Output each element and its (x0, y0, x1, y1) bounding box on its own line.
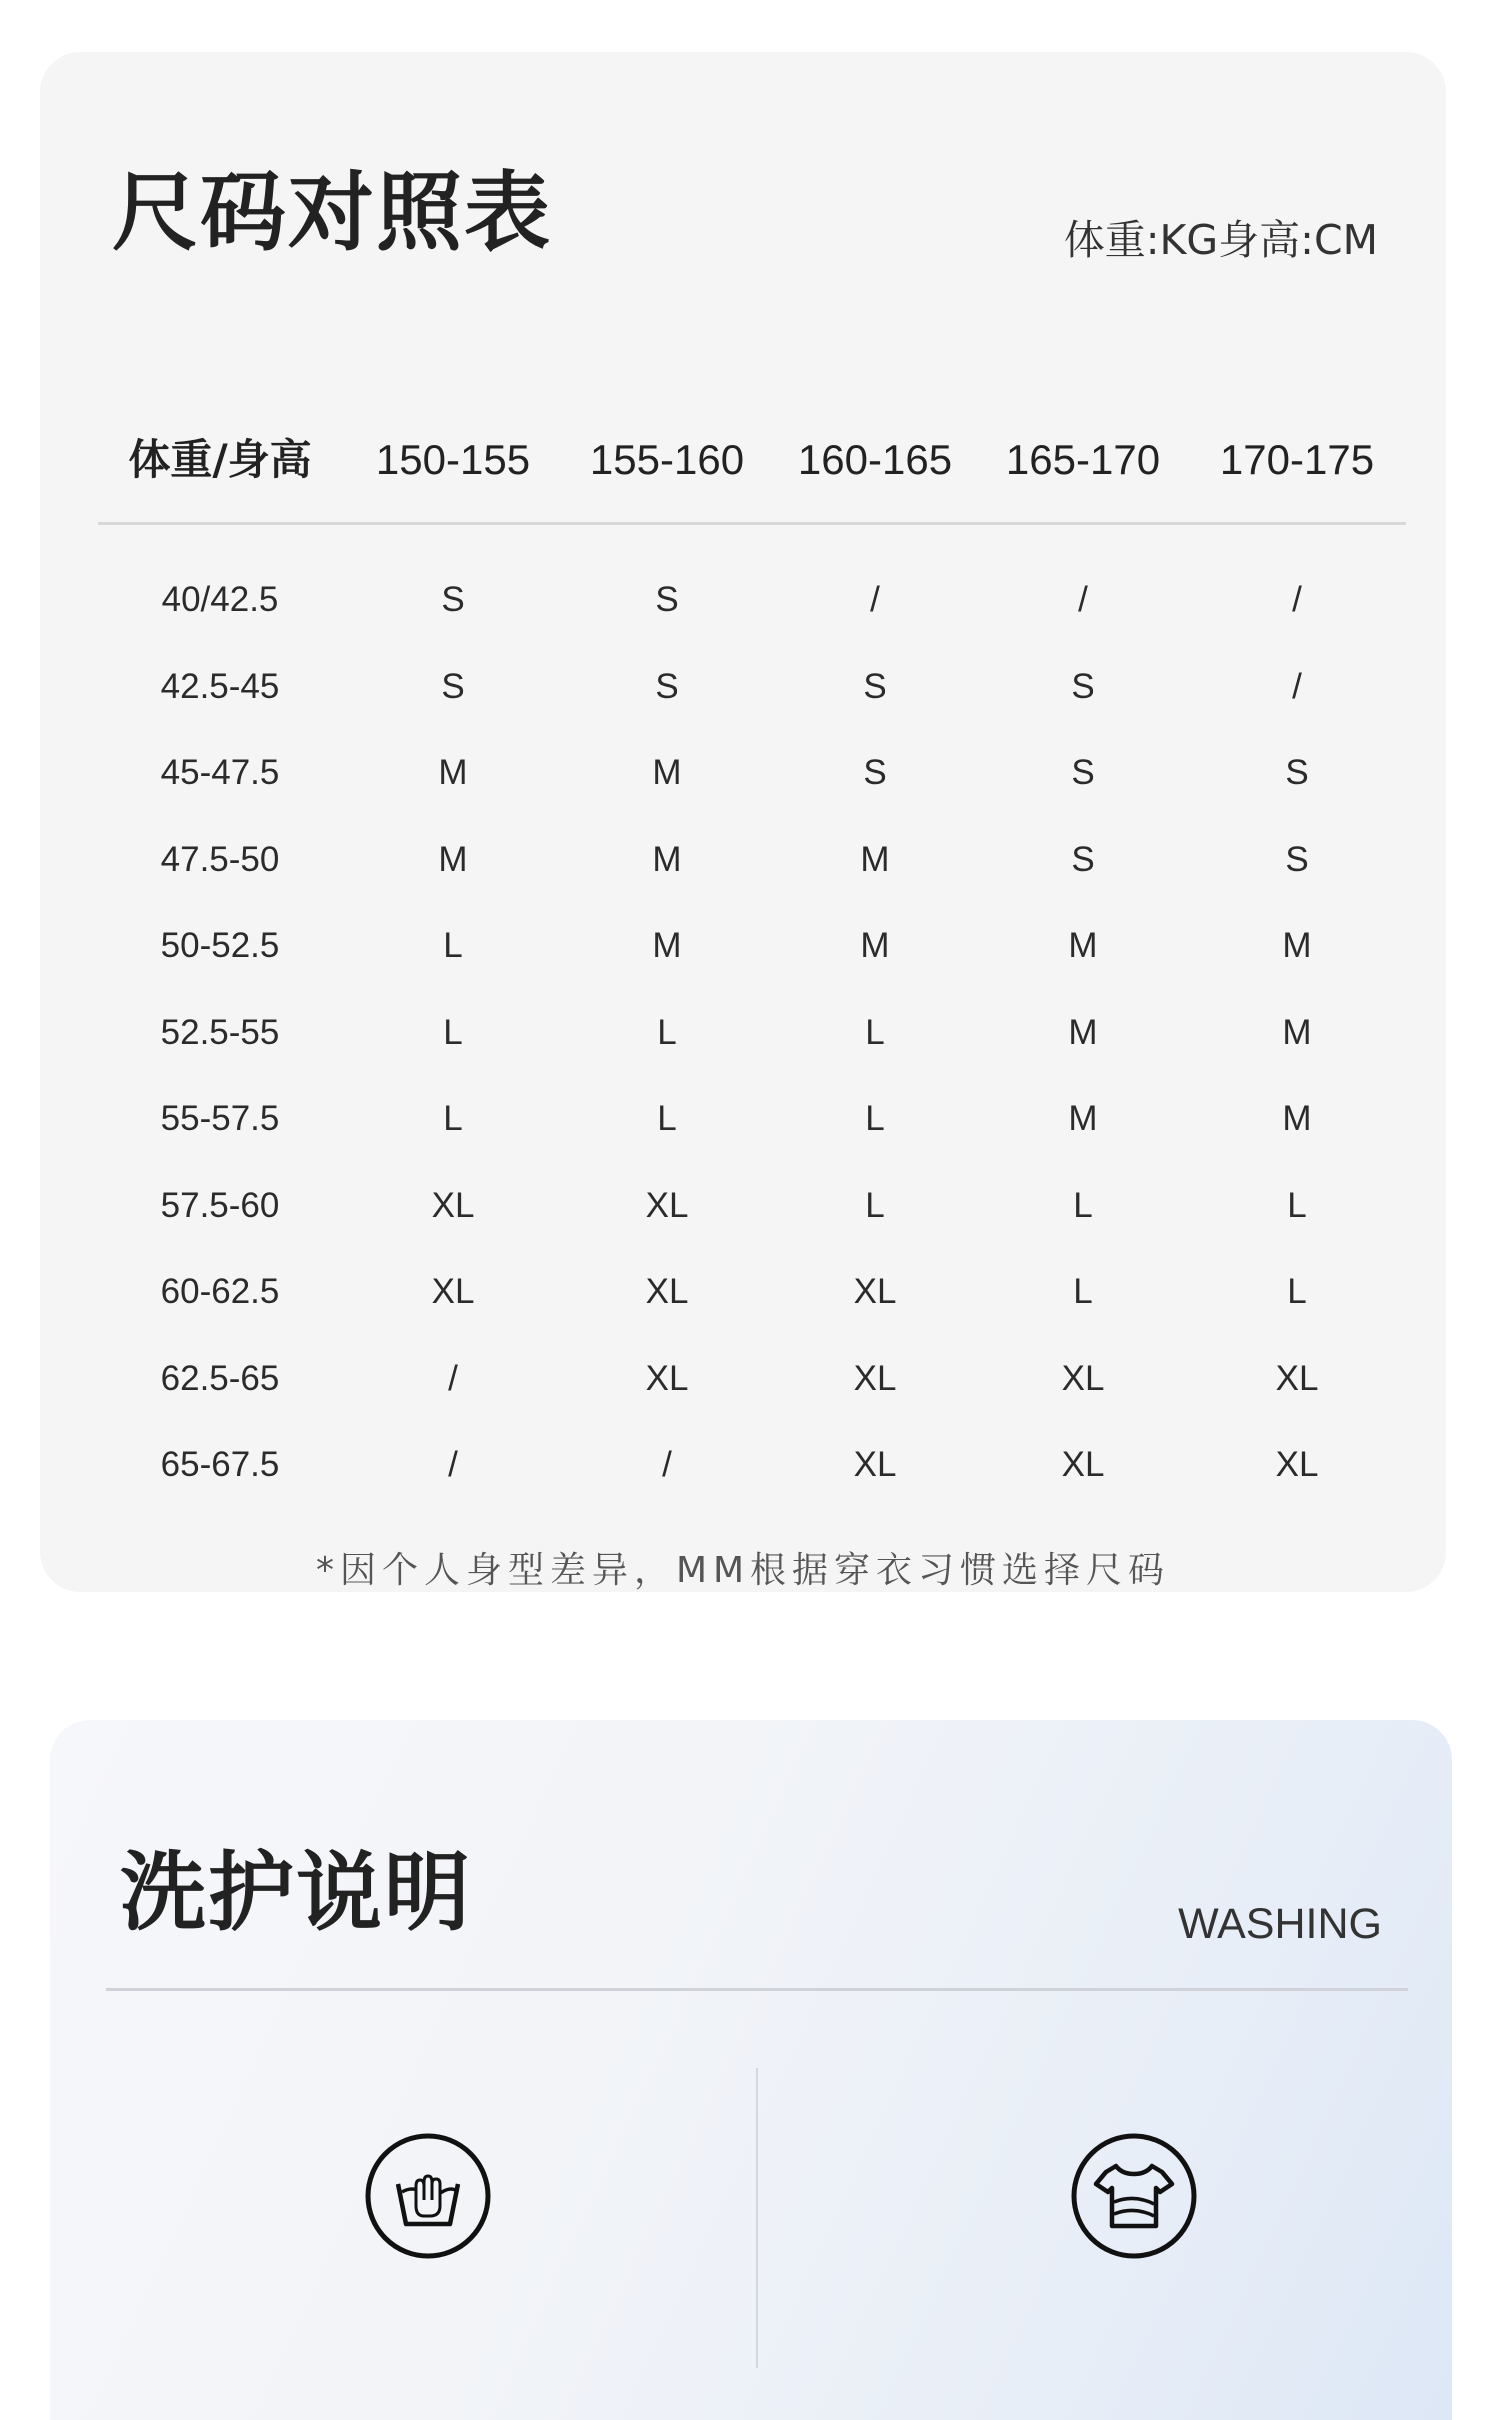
size-cell: M (438, 753, 468, 792)
weight-cell: 55-57.5 (160, 1099, 280, 1138)
washing-card (50, 1720, 1452, 2420)
size-cell: XL (431, 1272, 475, 1311)
weight-cell: 52.5-55 (160, 1012, 280, 1052)
table-row (40, 903, 1446, 990)
size-cell: L (443, 1012, 463, 1052)
size-cell: M (1282, 926, 1312, 965)
size-cell: M (860, 839, 890, 879)
table-row (40, 557, 1446, 644)
size-cell: / (1078, 580, 1088, 619)
size-cell: XL (1061, 1445, 1105, 1484)
size-cell: L (865, 1185, 885, 1225)
size-cell: / (1292, 580, 1302, 619)
table-row (40, 730, 1446, 817)
table-row (40, 644, 1446, 731)
size-cell: XL (853, 1272, 897, 1311)
weight-cell: 45-47.5 (160, 753, 280, 792)
size-cell: XL (645, 1358, 689, 1398)
size-cell: M (1068, 1099, 1098, 1138)
table-row (40, 817, 1446, 904)
size-cell: L (657, 1099, 677, 1138)
size-cell: L (865, 1099, 885, 1138)
table-row (40, 1249, 1446, 1336)
size-cell: XL (431, 1185, 475, 1225)
table-row (40, 1163, 1446, 1250)
size-cell: / (448, 1358, 458, 1398)
size-chart-title: 尺码对照表 (112, 163, 552, 263)
header-weight-height: 体重/身高 (128, 435, 312, 484)
size-cell: L (1287, 1272, 1307, 1311)
size-cell: L (1073, 1272, 1093, 1311)
size-cell: XL (1061, 1358, 1105, 1398)
size-cell: L (865, 1012, 885, 1052)
size-cell: / (662, 1445, 672, 1484)
weight-cell: 65-67.5 (160, 1445, 280, 1484)
size-chart-body (40, 557, 1446, 1509)
size-cell: S (863, 666, 887, 706)
header-height-150-155: 150-155 (375, 436, 531, 483)
washing-subtitle: WASHING (1178, 1900, 1382, 1948)
size-cell: L (443, 1099, 463, 1138)
table-row (40, 1336, 1446, 1423)
size-chart-divider (98, 522, 1406, 525)
size-cell: XL (645, 1272, 689, 1311)
size-cell: L (657, 1012, 677, 1052)
size-cell: M (652, 926, 682, 965)
weight-cell: 42.5-45 (160, 666, 280, 706)
size-cell: L (443, 926, 463, 965)
size-cell: / (448, 1445, 458, 1484)
size-cell: S (1071, 753, 1095, 792)
size-cell: M (860, 926, 890, 965)
size-cell: S (1285, 839, 1309, 879)
size-cell: M (1282, 1012, 1312, 1052)
size-cell: S (441, 666, 465, 706)
weight-cell: 47.5-50 (160, 839, 280, 879)
header-height-155-160: 155-160 (589, 436, 745, 483)
size-cell: L (1073, 1185, 1093, 1225)
size-cell: XL (853, 1445, 897, 1484)
size-chart-header-row (40, 410, 1446, 510)
size-cell: M (438, 839, 468, 879)
size-cell: S (1071, 666, 1095, 706)
size-cell: L (1287, 1185, 1307, 1225)
size-cell: XL (1275, 1445, 1319, 1484)
size-cell: XL (645, 1185, 689, 1225)
size-cell: S (655, 666, 679, 706)
size-cell: XL (1275, 1358, 1319, 1398)
size-cell: M (1068, 1012, 1098, 1052)
size-cell: M (1282, 1099, 1312, 1138)
size-cell: S (863, 753, 887, 792)
garment-tshirt-icon (1070, 2132, 1198, 2260)
size-cell: / (1292, 666, 1302, 706)
header-height-165-170: 165-170 (1005, 436, 1161, 483)
size-cell: M (1068, 926, 1098, 965)
size-cell: XL (853, 1358, 897, 1398)
size-cell: M (652, 839, 682, 879)
table-row (40, 1422, 1446, 1509)
table-row (40, 990, 1446, 1077)
weight-cell: 50-52.5 (160, 926, 280, 965)
size-cell: S (1071, 839, 1095, 879)
size-chart-unit-label: 体重:KG身高:CM (1063, 216, 1378, 264)
size-cell: S (1285, 753, 1309, 792)
washing-title: 洗护说明 (120, 1843, 472, 1943)
size-chart-card (40, 52, 1446, 1592)
header-height-170-175: 170-175 (1219, 436, 1375, 483)
size-cell: / (870, 580, 880, 619)
washing-divider (106, 1988, 1408, 1991)
weight-cell: 62.5-65 (160, 1358, 280, 1398)
size-cell: S (655, 580, 679, 619)
hand-wash-icon (364, 2132, 492, 2260)
header-height-160-165: 160-165 (797, 436, 953, 483)
weight-cell: 57.5-60 (160, 1185, 280, 1225)
size-cell: M (652, 753, 682, 792)
size-cell: S (441, 580, 465, 619)
size-chart-note: *因个人身型差异，MM根据穿衣习惯选择尺码 (315, 1550, 1171, 1591)
weight-cell: 40/42.5 (161, 580, 279, 619)
washing-column-divider (756, 2068, 758, 2368)
table-row (40, 1076, 1446, 1163)
weight-cell: 60-62.5 (160, 1272, 280, 1311)
